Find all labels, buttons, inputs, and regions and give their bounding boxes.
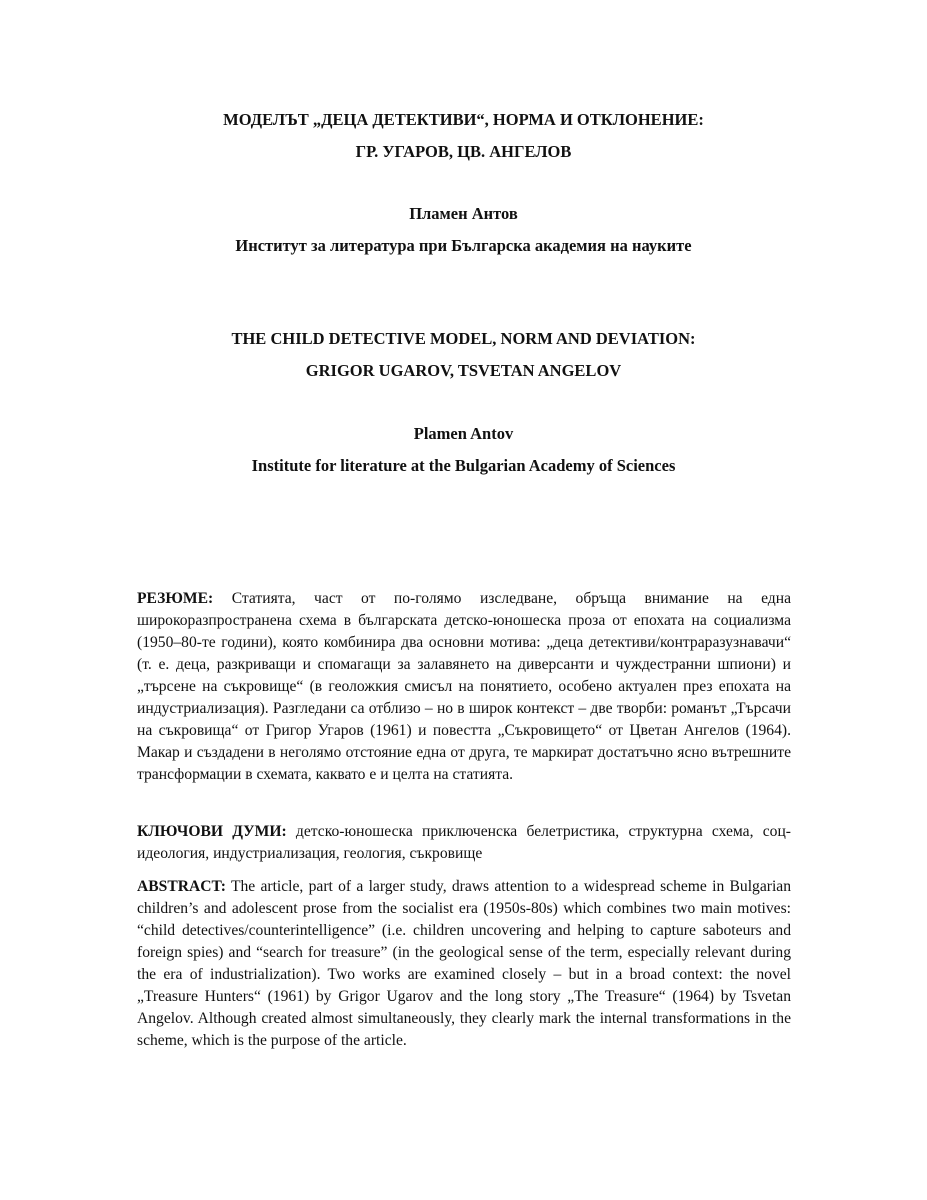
bulgarian-author-name: Пламен Антов (409, 204, 518, 223)
bulgarian-keywords (137, 821, 791, 865)
english-abstract-label: ABSTRACT: (137, 878, 226, 895)
bulgarian-keywords-text: детско-юношеска приключенска белетристика, структурна схема, соц-идеология, индустриализация, геология, съкровище (137, 823, 792, 862)
bulgarian-abstract-label: РЕЗЮМЕ: (137, 590, 214, 607)
english-author-affiliation: Institute for literature at the Bulgarian Academy of Sciences (251, 456, 676, 475)
english-title-line-1: THE CHILD DETECTIVE MODEL, NORM AND DEVIATION: (231, 329, 696, 348)
bulgarian-abstract-text: Статията, част от по-голямо изследване, обръща внимание на една широкоразпространена схема в българската детско-юношеска проза от епохата на социализма (1950–80-те години), която комбинира два основни мотива: „деца детективи/контраразузнавачи“ (т. е. деца, разкриващи и спомагащи за залавянето на диверсанти и чуждестранни шпиони) и „търсене на съкровище“ (в геоложкия смисъл на понятието, особено актуален през епохата на индустриализация). Разгледани са отблизо – но в широк контекст – две творби: романът „Търсачи на съкровища“ от Григор Угаров (1961) и повестта „Съкровището“ от Цветан Ангелов (1964). Макар и създадени в неголямо отстояние една от друга, те маркират достатъчно ясно вътрешните трансформации в схемата, каквато е и целта на статията. (137, 590, 791, 783)
english-title-line-2: GRIGOR UGAROV, TSVETAN ANGELOV (305, 361, 622, 380)
english-author-block (0, 418, 927, 482)
english-title (0, 323, 927, 387)
bulgarian-title (0, 104, 927, 168)
english-abstract (137, 876, 791, 1052)
bulgarian-author-affiliation: Институт за литература при Българска академия на науките (235, 236, 692, 255)
bulgarian-title-line-2: ГР. УГАРОВ, ЦВ. АНГЕЛОВ (355, 142, 572, 161)
bulgarian-title-line-1: МОДЕЛЪТ „ДЕЦА ДЕТЕКТИВИ“, НОРМА И ОТКЛОНЕНИЕ: (223, 110, 704, 129)
bulgarian-keywords-label: КЛЮЧОВИ ДУМИ: (137, 823, 287, 840)
bulgarian-abstract (137, 588, 791, 786)
english-author-name: Plamen Antov (413, 424, 514, 443)
english-abstract-text: The article, part of a larger study, draws attention to a widespread scheme in Bulgarian children’s and adolescent prose from the socialist era (1950s-80s) which combines two main motives: “child detectives/counterintelligence” (i.e. children uncovering and helping to capture saboteurs and foreign spies) and “search for treasure” (in the geological sense of the term, especially relevant during the era of industrialization). Two works are examined closely – but in a broad context: the novel „Treasure Hunters“ (1961) by Grigor Ugarov and the long story „The Treasure“ (1964) by Tsvetan Angelov. Although created almost simultaneously, they clearly mark the internal transformations in the scheme, which is the purpose of the article. (137, 878, 791, 1049)
bulgarian-author-block (0, 198, 927, 262)
